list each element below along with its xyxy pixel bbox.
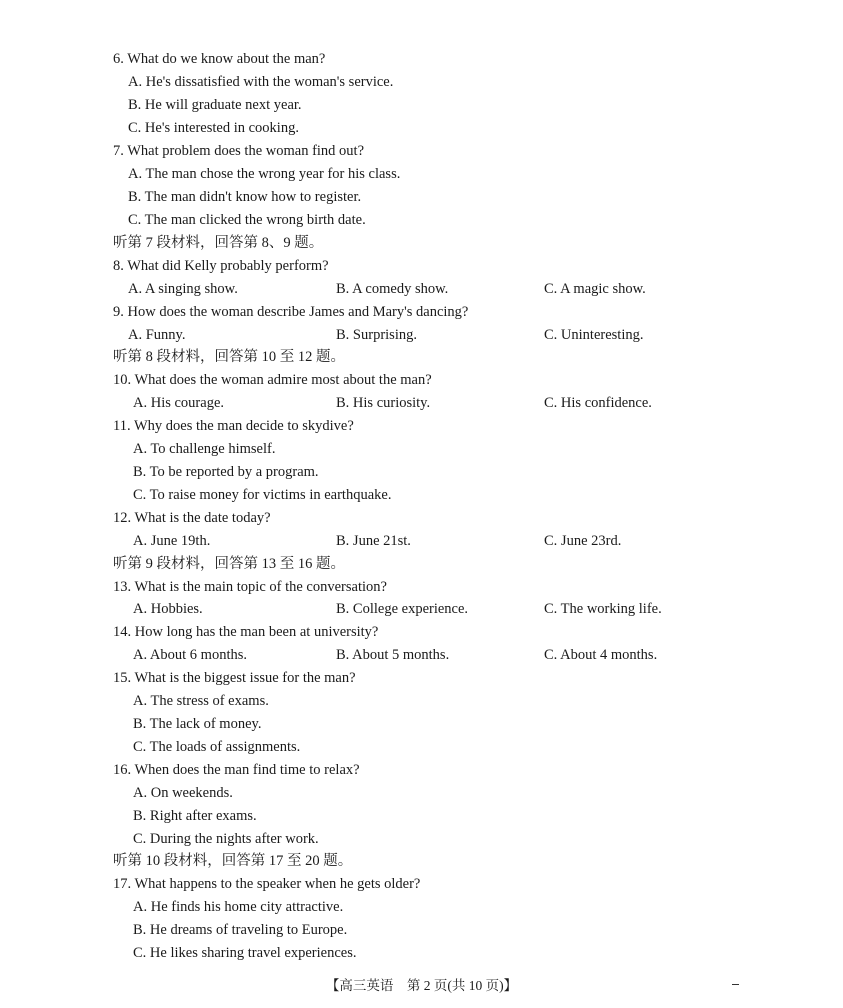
question-stem: 17. What happens to the speaker when he gets older? [113,876,421,892]
question-stem: 16. When does the man find time to relax? [113,762,360,778]
option: B. The man didn't know how to register. [128,189,362,205]
option: C. A magic show. [544,281,646,297]
option: B. The lack of money. [133,716,262,732]
option: B. College experience. [336,601,469,617]
section-heading: 听第 9 段材料，回答第 13 至 16 题。 [113,556,345,572]
option: B. A comedy show. [336,281,449,297]
option: A. A singing show. [128,281,238,297]
option: A. The man chose the wrong year for his class. [128,166,401,182]
option: B. June 21st. [336,533,411,549]
option: C. The man clicked the wrong birth date. [128,212,366,228]
question-stem: 15. What is the biggest issue for the man? [113,670,356,686]
section-heading: 听第 7 段材料，回答第 8、9 题。 [113,235,324,251]
option: B. Surprising. [336,327,417,343]
option: B. To be reported by a program. [133,464,319,480]
option: A. His courage. [133,395,225,411]
option: A. The stress of exams. [133,693,269,709]
option: C. The working life. [544,601,662,617]
question-stem: 11. Why does the man decide to skydive? [113,418,354,434]
option: B. He dreams of traveling to Europe. [133,922,348,938]
option: C. To raise money for victims in earthquake. [133,487,392,503]
option: B. His curiosity. [336,395,431,411]
option: B. He will graduate next year. [128,97,302,113]
option: A. About 6 months. [133,647,247,663]
option: C. About 4 months. [544,647,658,663]
option: A. Funny. [128,327,186,343]
option: C. June 23rd. [544,533,622,549]
question-stem: 7. What problem does the woman find out? [113,143,365,159]
option: C. He likes sharing travel experiences. [133,945,357,961]
question-stem: 8. What did Kelly probably perform? [113,258,329,274]
option: C. Uninteresting. [544,327,644,343]
question-stem: 12. What is the date today? [113,510,271,526]
question-stem: 14. How long has the man been at university? [113,624,379,640]
option: A. He finds his home city attractive. [133,899,344,915]
option: A. Hobbies. [133,601,203,617]
option: C. He's interested in cooking. [128,120,299,136]
option: B. About 5 months. [336,647,450,663]
option: C. The loads of assignments. [133,739,301,755]
section-heading: 听第 10 段材料，回答第 17 至 20 题。 [113,853,353,869]
option: C. His confidence. [544,395,652,411]
option: A. He's dissatisfied with the woman's service. [128,74,394,90]
page-footer: 【高三英语 第 2 页(共 10 页)】 [325,978,518,993]
option: A. To challenge himself. [133,441,276,457]
option: C. During the nights after work. [133,831,319,847]
question-stem: 6. What do we know about the man? [113,51,326,67]
option: A. June 19th. [133,533,211,549]
section-heading: 听第 8 段材料，回答第 10 至 12 题。 [113,349,345,365]
question-stem: 9. How does the woman describe James and Mary's dancing? [113,304,469,320]
option: A. On weekends. [133,785,233,801]
footer-dash [732,984,739,985]
question-stem: 13. What is the main topic of the conversation? [113,579,387,595]
option: B. Right after exams. [133,808,257,824]
question-stem: 10. What does the woman admire most about the man? [113,372,432,388]
